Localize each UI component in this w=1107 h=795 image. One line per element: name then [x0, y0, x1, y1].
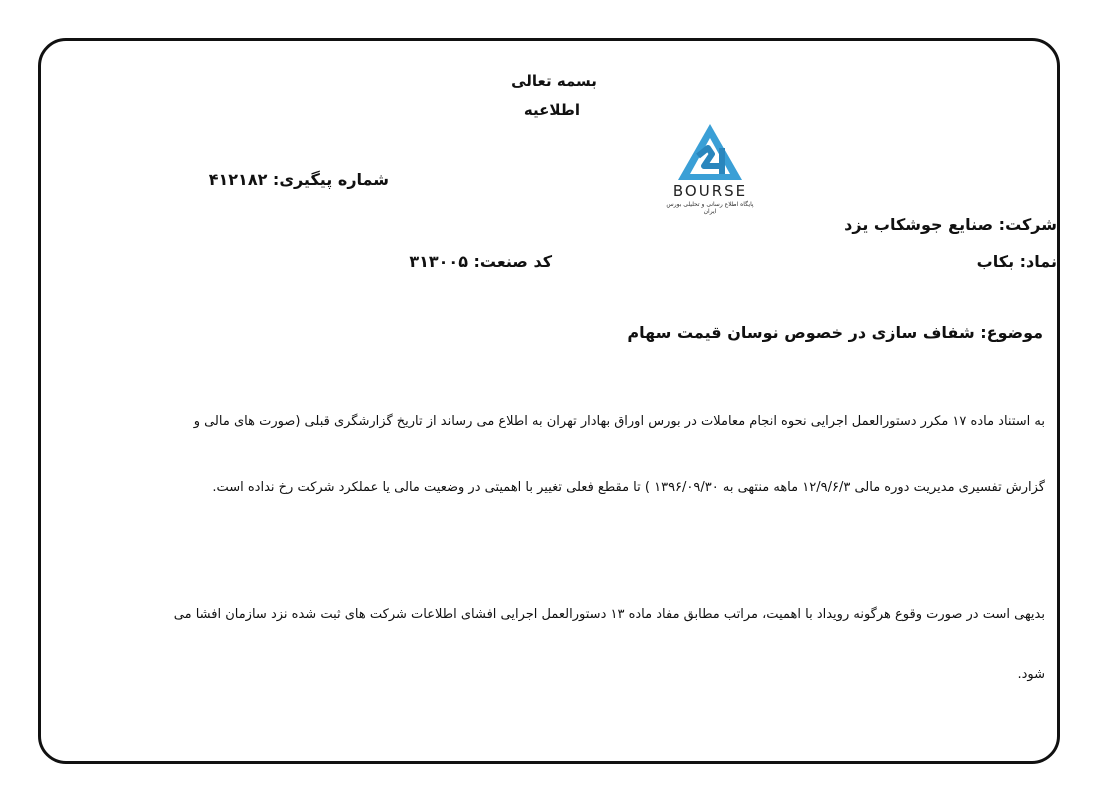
- tracking-number: شماره پیگیری: ۴۱۲۱۸۲: [208, 170, 389, 189]
- industry-code: کد صنعت: ۳۱۳۰۰۵: [409, 252, 552, 271]
- paragraph-2-line-1: بدیهی است در صورت وقوع هرگونه رویداد با اهمیت، مراتب مطابق مفاد ماده ۱۳ دستورالعمل اجرایی افشای اطلاعات شرکت های ثبت شده نزد سازمان افشا می: [173, 607, 1045, 622]
- subject-line: موضوع: شفاف سازی در خصوص نوسان قیمت سهام: [627, 323, 1043, 342]
- paragraph-1-line-2: گزارش تفسیری مدیریت دوره مالی ۱۲/۹/۶/۳ ماهه منتهی به ۱۳۹۶/۰۹/۳۰ ) تا مقطع فعلی تغییر با اهمیتی در وضعیت مالی یا عملکرد شرکت رخ نداده است.: [212, 480, 1045, 495]
- company-name: شرکت: صنایع جوشکاب یزد: [844, 215, 1057, 234]
- logo-wordmark: BOURSE: [672, 182, 748, 200]
- paragraph-2-line-2: شود.: [1017, 667, 1045, 682]
- notice-title: اطلاعیه: [523, 101, 581, 119]
- stock-symbol: نماد: بکاب: [976, 252, 1057, 271]
- paragraph-1-line-1: به استناد ماده ۱۷ مکرر دستورالعمل اجرایی نحوه انجام معاملات در بورس اوراق بهادار تهران به اطلاع می رساند از تاریخ گزارشگری قبلی (صورت های مالی و: [193, 414, 1045, 429]
- bourse-logo: [662, 108, 758, 214]
- logo-tagline: پایگاه اطلاع رسانی و تحلیلی بورس ایران: [666, 201, 754, 215]
- document-border: [38, 38, 1060, 764]
- bourse-triangle-icon: [662, 108, 758, 184]
- basmala-heading: بسمه تعالی: [511, 72, 597, 90]
